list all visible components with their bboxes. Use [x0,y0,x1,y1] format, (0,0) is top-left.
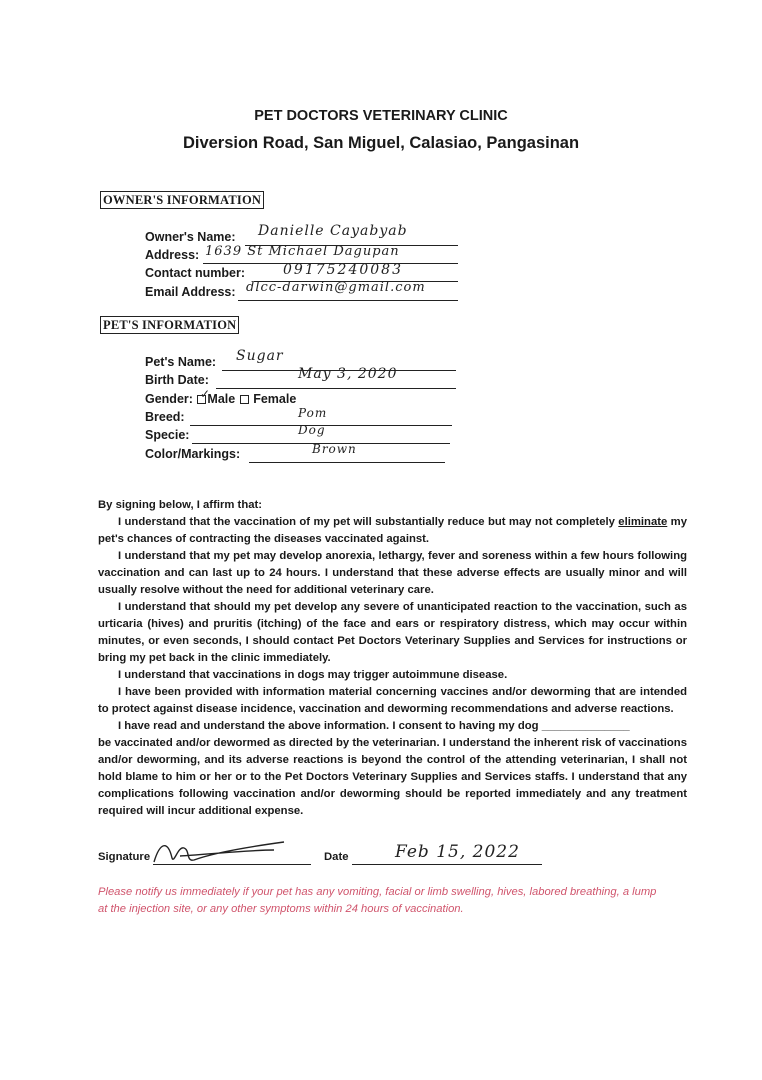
email-address-label: Email Address: [145,285,236,299]
specie-label: Specie: [145,428,190,442]
owner-name-value: Danielle Cayabyab [258,223,408,239]
female-option-label: Female [253,392,297,406]
birth-date-label: Birth Date: [145,373,209,387]
consent-paragraph-1-end: my pet's chances of contracting the diseases vaccinated against. [98,516,687,545]
specie-value: Dog [298,423,326,437]
consent-paragraph-2: I understand that my pet may develop anorexia, lethargy, fever and soreness within a few hours following vaccination and can last up to 24 hours. I understand that these adverse effects are usually minor and will usually resolve without the need for additional veterinary care. [98,550,687,596]
breed-label: Breed: [145,410,185,424]
color-markings-label: Color/Markings: [145,447,241,461]
consent-paragraph-4: I understand that vaccinations in dogs may trigger autoimmune disease. [118,669,508,681]
consent-intro: By signing below, I affirm that: [98,499,263,511]
handwritten-signature [150,836,290,868]
consent-paragraph-6b: be vaccinated and/or dewormed as directed by the veterinarian. I understand the inherent risk of vaccinations and/or deworming, and its adverse reactions is beyond the control of the attending veterinarian, I shall not hold blame to him or her or to the Pet Doctors Veterinary Supplies and Services staffs. I understand that any complications following vaccination and/or deworming should be reported immediately and any treatment required will incur additional expense. [98,737,687,817]
contact-number-value: 09175240083 [283,262,403,278]
color-markings-line [249,462,445,463]
date-line[interactable] [352,864,542,865]
owner-address-label: Address: [145,248,200,262]
date-value: Feb 15, 2022 [395,842,520,862]
consent-paragraph-6a: I have read and understand the above information. I consent to having my dog ______________ [118,720,630,732]
underlined-word: eliminate [618,516,668,528]
pet-section-title: PET'S INFORMATION [100,316,239,334]
consent-paragraph-1-text: I understand that the vaccination of my pet will substantially reduce but may not completely [118,516,615,528]
consent-statement [98,497,687,820]
consent-paragraph-3: I understand that should my pet develop any severe of unanticipated reaction to the vaccination, such as urticaria (hives) and pruritis (itching) of the face and ears or respiratory distress, which may occur within minutes, or even seconds, I should contact Pet Doctors Veterinary Supplies and Services for instructions or bring my pet back in the clinic immediately. [98,601,687,664]
male-option-label: Male [207,392,236,406]
consent-paragraph-5: I have been provided with information material concerning vaccines and/or deworming that are intended to protect against disease incidence, vaccination and deworming recommendations and adverse reactions. [98,686,687,715]
owner-name-label: Owner's Name: [145,230,236,244]
birth-date-value: May 3, 2020 [298,366,398,382]
owner-section-title: OWNER'S INFORMATION [100,191,264,209]
notice-text: Please notify us immediately if your pet has any vomiting, facial or limb swelling, hives, labored breathing, a lump at the injection site, or any other symptoms within 24 hours of vaccination. [98,886,657,915]
email-address-line [238,300,458,301]
pet-name-value: Sugar [236,348,284,364]
consent-paragraph-1 [98,514,687,548]
owner-address-value: 1639 St Michael Dagupan [205,244,400,259]
email-address-value: dlcc-darwin@gmail.com [246,280,426,295]
pet-name-label: Pet's Name: [145,355,217,369]
signature-label: Signature [98,851,151,863]
male-check-mark: ✓ [200,387,212,401]
clinic-name: PET DOCTORS VETERINARY CLINIC [254,108,508,124]
gender-field [145,392,296,406]
gender-label: Gender: [145,392,193,406]
female-checkbox[interactable] [240,395,249,404]
clinic-address: Diversion Road, San Miguel, Calasiao, Pangasinan [182,134,580,152]
birth-date-line [216,388,456,389]
contact-number-label: Contact number: [145,266,245,280]
breed-value: Pom [298,406,328,420]
color-markings-value: Brown [312,442,357,456]
date-label: Date [324,851,349,863]
